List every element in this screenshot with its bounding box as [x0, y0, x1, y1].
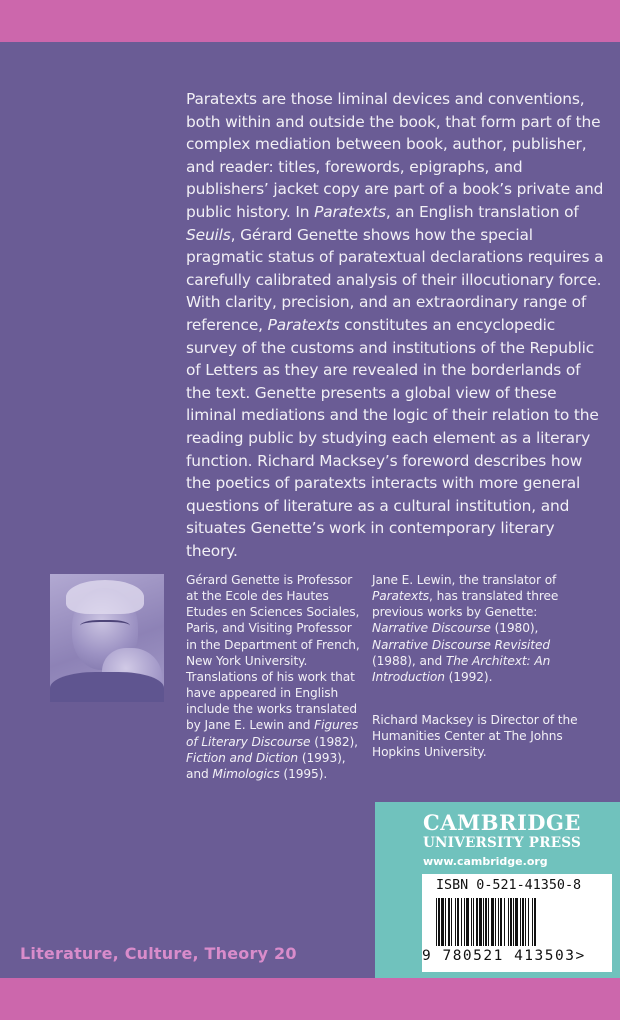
- barcode-bar: [479, 898, 482, 946]
- barcode-number: [422, 948, 612, 964]
- barcode-bar: [476, 898, 478, 946]
- barcode-bar: [510, 898, 512, 946]
- author-portrait-shoulder: [50, 672, 164, 702]
- barcode-bar: [495, 898, 496, 946]
- barcode-bar: [532, 898, 533, 946]
- barcode-bar: [528, 898, 529, 946]
- author-portrait-hair: [66, 580, 144, 614]
- publisher-name: CAMBRIDGE: [423, 810, 581, 835]
- barcode-bar: [498, 898, 499, 946]
- blurb-paragraph: Paratexts are those liminal devices and conventions, both within and outside the book, that form part of the complex mediation between book, author, publisher, and reader: titles, forewords, epigraphs, and publishers’ jacket copy are part of a book’s private and public history. In Paratexts, an English translation of Seuils, Gérard Genette shows how the special pragmatic status of paratextual declarations requires a carefully calibrated analysis of their illocutionary force. With clarity, precision, and an extraordinary range of reference, Paratexts constitutes an encyclopedic survey of the customs and institutions of the Republic of Letters as they are revealed in the borderlands of the text. Genette presents a global view of these liminal mediations and the logic of their relation to the reading public by studying each element as a literary function. Richard Macksey’s foreword describes how the poetics of paratexts interacts with more general questions of literature as a cultural institution, and situates Genette’s work in contemporary literary theory.: [186, 90, 604, 560]
- author-bio: Gérard Genette is Professor at the Ecole des Hautes Etudes en Sciences Sociales, Paris, and Visiting Professor in the Department of French, New York University. Translations of his work that have appeared in English include the works translated by Jane E. Lewin and Figures of Literary Discourse (1982), Fiction and Diction (1993), and Mimologics (1995).: [186, 573, 360, 781]
- publisher-url: www.cambridge.org: [423, 855, 548, 868]
- barcode-bar: [455, 898, 456, 946]
- barcode-bar: [522, 898, 524, 946]
- barcode-icon: [434, 898, 600, 946]
- barcode-bar: [461, 898, 462, 946]
- series-title: Literature, Culture, Theory 20: [20, 944, 297, 963]
- barcode-bar: [436, 898, 437, 946]
- barcode-label: [422, 874, 612, 972]
- isbn-text: ISBN 0-521-41350-8: [436, 878, 582, 893]
- barcode-bar: [451, 898, 452, 946]
- barcode-bar: [483, 898, 484, 946]
- barcode-bar: [438, 898, 440, 946]
- barcode-bar: [466, 898, 469, 946]
- barcode-bar: [513, 898, 514, 946]
- barcode-bar: [441, 898, 444, 946]
- translator-bio: Jane E. Lewin, the translator of Paratexts, has translated three previous works by Genette: Narrative Discourse (1980), Narrative Discourse Revisited (1988), and The Architext: An Introduction (1992).: [372, 573, 559, 684]
- foreword-author-bio: Richard Macksey is Director of the Humanities Center at The Johns Hopkins University.: [372, 713, 578, 760]
- barcode-bar: [520, 898, 521, 946]
- barcode-bar: [488, 898, 489, 946]
- barcode-bar: [464, 898, 465, 946]
- publisher-panel: [375, 802, 620, 978]
- barcode-bar: [491, 898, 494, 946]
- barcode-bar: [448, 898, 450, 946]
- barcode-bar: [471, 898, 472, 946]
- top-color-band: [0, 0, 620, 42]
- barcode-digits: 9 780521 413503: [422, 948, 576, 964]
- bottom-color-band: [0, 978, 620, 1020]
- barcode-arrow: >: [575, 948, 586, 964]
- barcode-bar: [445, 898, 446, 946]
- barcode-bar: [534, 898, 536, 946]
- barcode-bar: [500, 898, 502, 946]
- barcode-bar: [485, 898, 487, 946]
- barcode-bar: [457, 898, 459, 946]
- barcode-bar: [508, 898, 509, 946]
- author-portrait-glasses: [80, 620, 130, 634]
- barcode-bar: [473, 898, 474, 946]
- barcode-bar: [515, 898, 518, 946]
- publisher-press: UNIVERSITY PRESS: [423, 835, 581, 851]
- author-photo: [50, 574, 164, 702]
- barcode-bar: [525, 898, 526, 946]
- barcode-bar: [504, 898, 505, 946]
